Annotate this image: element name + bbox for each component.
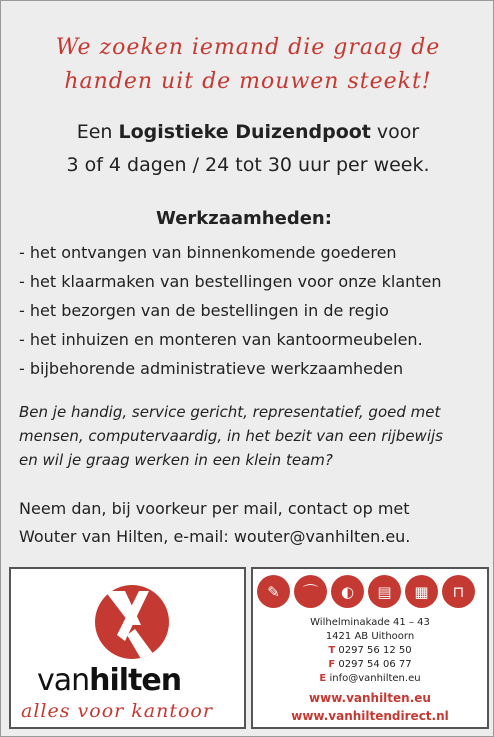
phone-label: T: [328, 645, 336, 656]
email-line: [253, 672, 487, 686]
website-link[interactable]: www.vanhilten.eu: [309, 691, 431, 705]
tagline: alles voor kantoor: [21, 700, 213, 722]
task-item: - het ontvangen van binnenkomende goederen: [19, 243, 397, 262]
brand-name: [37, 663, 181, 698]
contact-text: [19, 495, 487, 551]
fax-line: [253, 658, 487, 672]
profile-line: mensen, computervaardig, in het bezit van een rijbewijs: [19, 427, 443, 445]
logo-box: [9, 567, 246, 729]
brand-light: van: [37, 663, 90, 698]
address-block: [253, 616, 487, 686]
task-item: - het inhuizen en monteren van kantoormeubelen.: [19, 330, 423, 349]
intro-line-1: [1, 121, 494, 143]
intro-line-2: 3 of 4 dagen / 24 tot 30 uur per week.: [66, 154, 430, 176]
profile-text: [19, 400, 487, 472]
fax-label: F: [328, 659, 336, 670]
contact-line: Neem dan, bij voorkeur per mail, contact op met: [19, 499, 410, 518]
phone-number: 0297 56 12 50: [338, 645, 412, 656]
fax-number: 0297 54 06 77: [338, 659, 412, 670]
contact-line: Wouter van Hilten, e-mail: wouter@vanhilten.eu.: [19, 527, 411, 546]
vanhilten-logo-icon: [95, 585, 169, 659]
intro-post: voor: [370, 121, 420, 143]
profile-line: Ben je handig, service gericht, representatief, goed met: [19, 403, 441, 421]
product-icons: [257, 575, 475, 608]
mouse-icon: ◐: [331, 575, 364, 608]
task-item: - het klaarmaken van bestellingen voor onze klanten: [19, 272, 442, 291]
address-box: [251, 567, 489, 729]
chair-icon: ⌒: [294, 575, 327, 608]
desk-icon: ✎: [257, 575, 290, 608]
job-title: Logistieke Duizendpoot: [118, 121, 371, 143]
headline-line-2: handen uit de mouwen steekt!: [64, 69, 432, 94]
street: Wilhelminakade 41 – 43: [310, 617, 430, 628]
website-direct-link[interactable]: www.vanhiltendirect.nl: [291, 709, 449, 723]
task-item: - het bezorgen van de bestellingen in de regio: [19, 301, 389, 320]
werkzaamheden-title: Werkzaamheden:: [156, 208, 332, 229]
cabinet-icon: ▦: [405, 575, 438, 608]
printer-icon: ▤: [368, 575, 401, 608]
task-list: [19, 238, 442, 383]
brand-bold: hilten: [89, 663, 182, 698]
email-label: E: [319, 673, 327, 684]
city: 1421 AB Uithoorn: [325, 631, 415, 642]
office-desk-icon: ⊓: [442, 575, 475, 608]
email-address: info@vanhilten.eu: [329, 673, 421, 684]
profile-line: en wil je graag werken in een klein team?: [19, 451, 333, 469]
headline-line-1: We zoeken iemand die graag de: [55, 35, 441, 60]
intro-pre: Een: [76, 121, 119, 143]
task-item: - bijbehorende administratieve werkzaamheden: [19, 359, 404, 378]
phone-line: [253, 644, 487, 658]
